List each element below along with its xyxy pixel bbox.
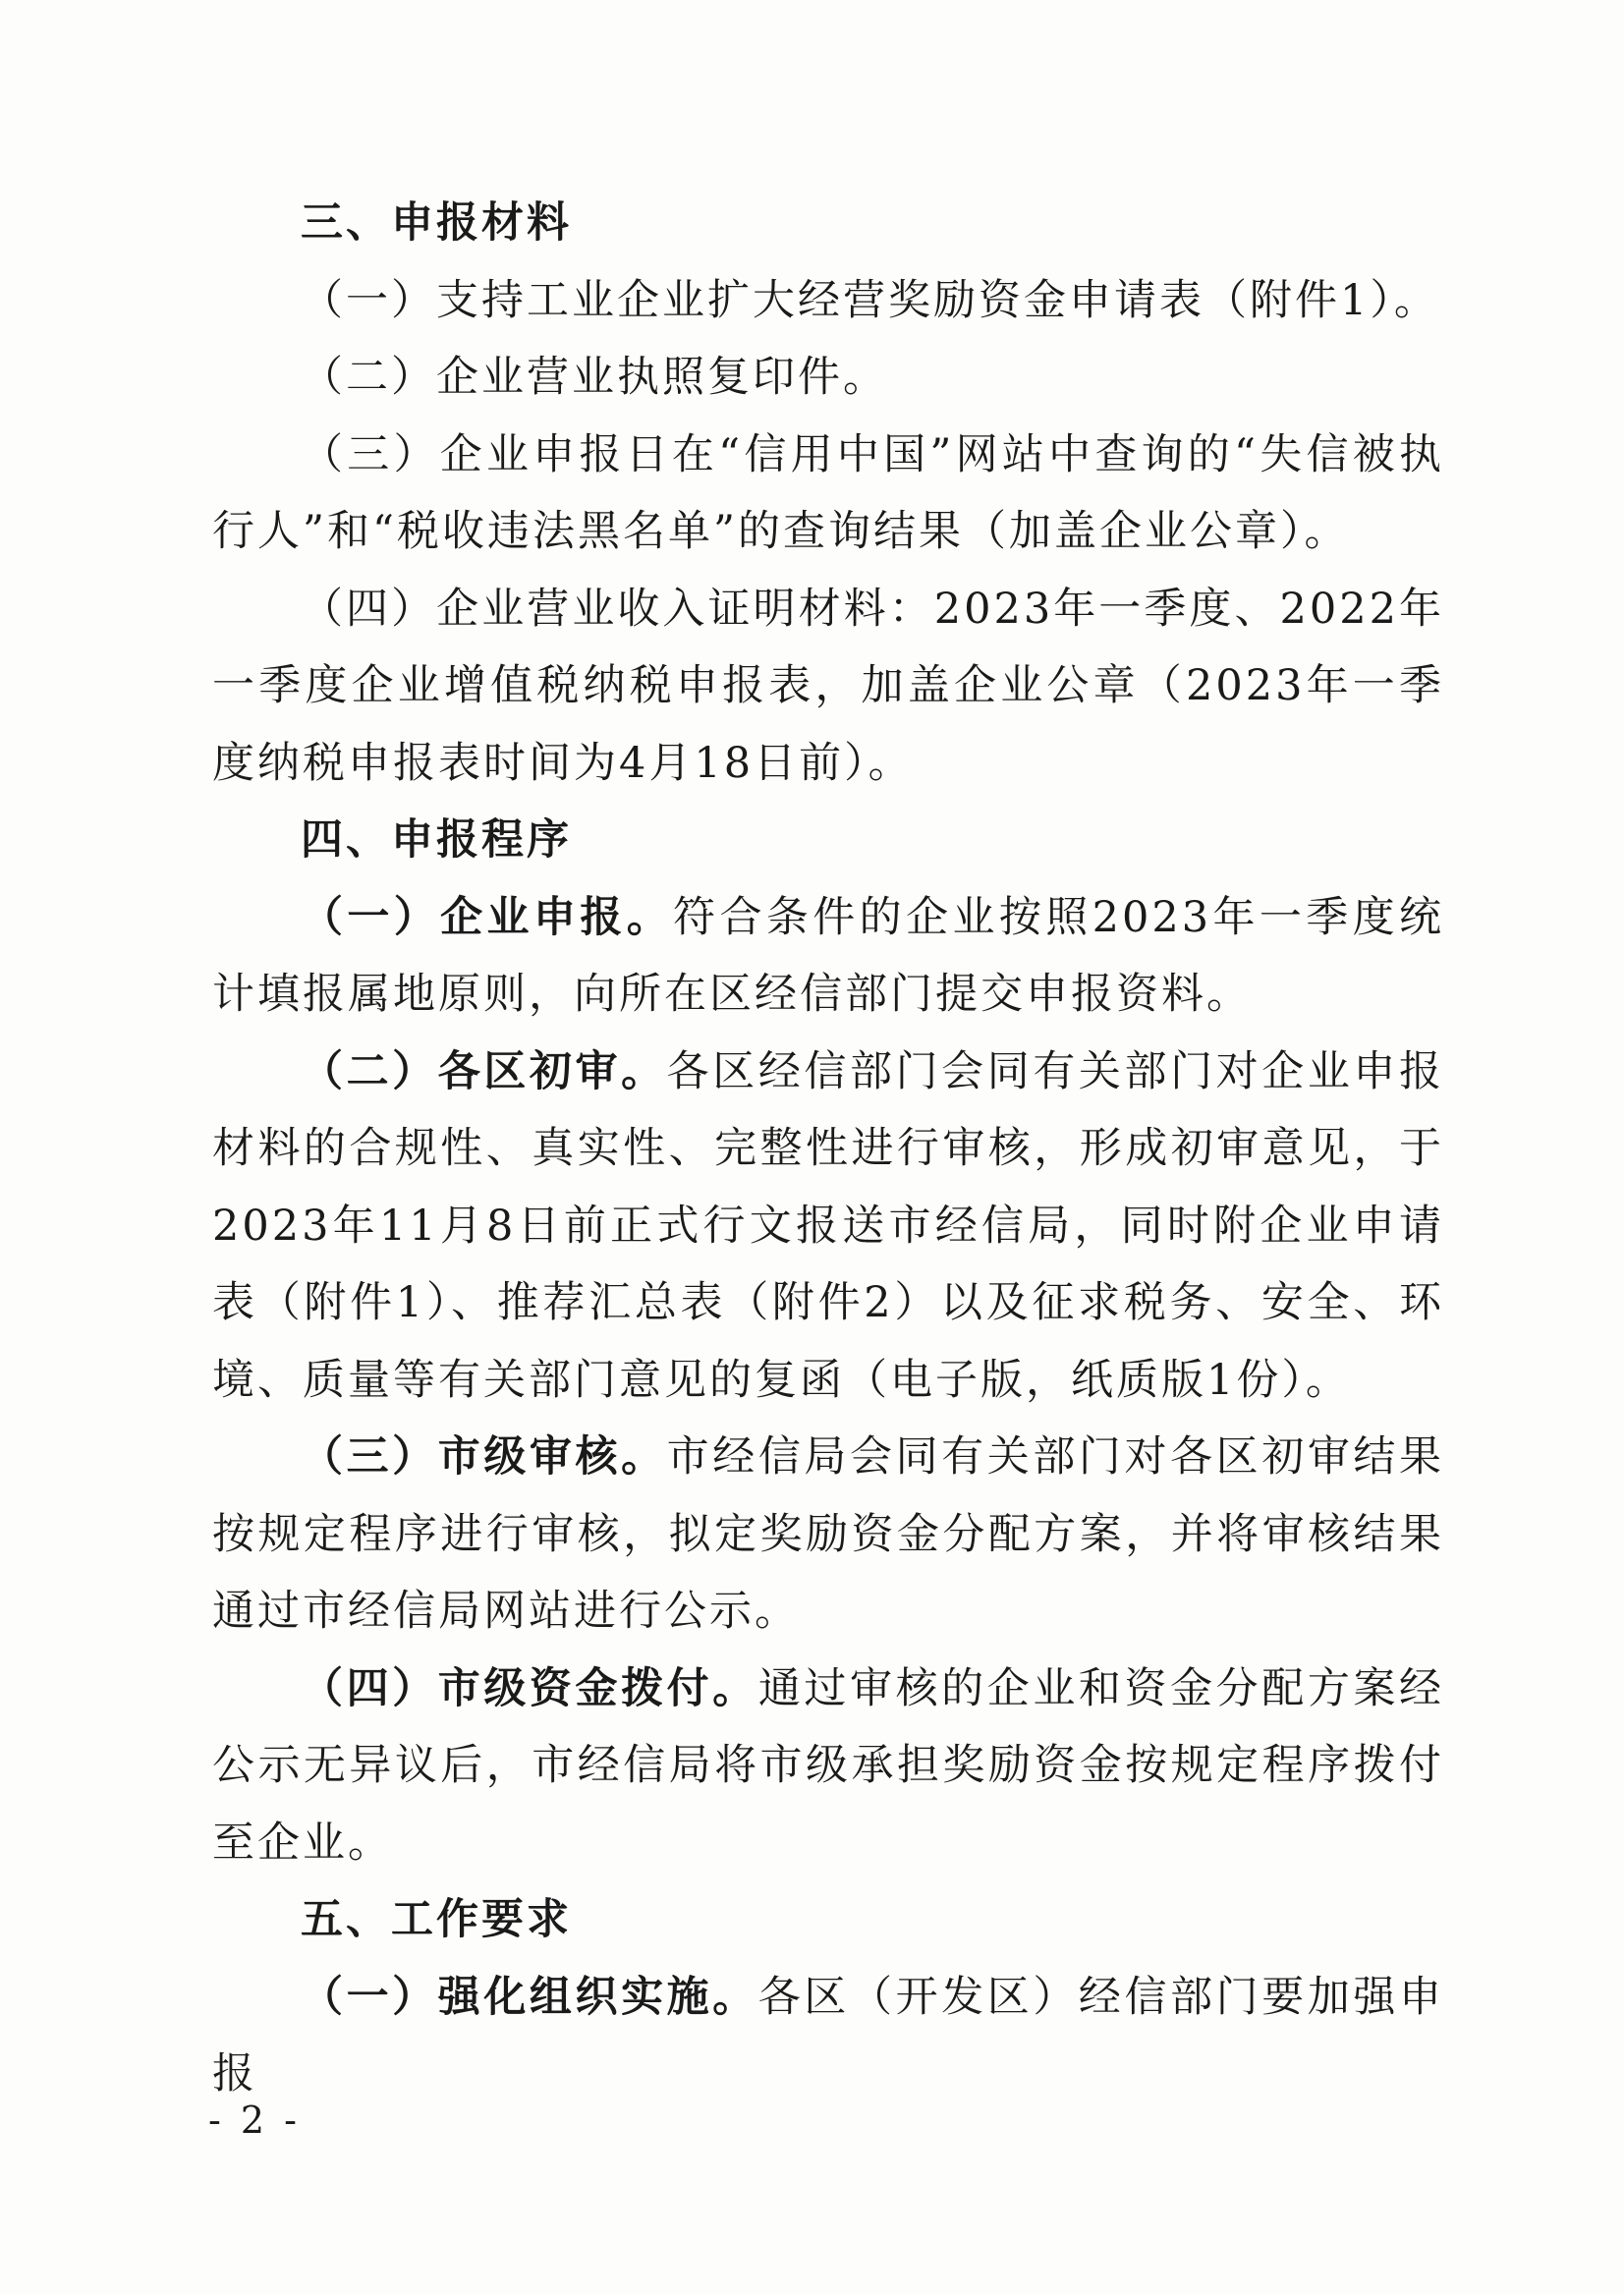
materials-item-2: （二）企业营业执照复印件。 — [301, 353, 888, 402]
procedure-item-1-lead: （一）企业申报。 — [301, 892, 674, 942]
procedure-item-3-lead: （三）市级审核。 — [301, 1432, 667, 1482]
materials-item-3: （三）企业申报日在“信用中国”网站中查询的“失信被执行人”和“税收违法黑名单”的查询结果（加盖企业公章）。 — [212, 429, 1444, 556]
procedure-item-1-text: 符合条件的企业按照2023年一季度统计填报属地原则，向所在区经信部门提交申报资料。 — [212, 892, 1445, 1019]
document-body — [212, 185, 1444, 2113]
section-heading-procedure: 四、申报程序 — [301, 815, 572, 865]
section-heading-requirements: 五、工作要求 — [301, 1895, 572, 1944]
procedure-item-3 — [212, 1419, 1444, 1651]
procedure-item-1 — [212, 879, 1444, 1034]
section-heading-materials: 三、申报材料 — [301, 198, 572, 248]
page-number: - 2 - — [208, 2099, 302, 2142]
requirements-item-1-text: 各区（开发区）经信部门要加强申报 — [212, 1972, 1445, 2099]
procedure-item-3-text: 市经信局会同有关部门对各区初审结果按规定程序进行审核，拟定奖励资金分配方案，并将审核结果通过市经信局网站进行公示。 — [212, 1432, 1445, 1636]
procedure-item-4 — [212, 1651, 1444, 1882]
materials-item-1: （一）支持工业企业扩大经营奖励资金申请表（附件1）。 — [301, 275, 1439, 325]
materials-item-4: （四）企业营业收入证明材料：2023年一季度、2022年一季度企业增值税纳税申报表，加盖企业公章（2023年一季度纳税申报表时间为4月18日前）。 — [212, 584, 1444, 788]
procedure-item-2 — [212, 1034, 1444, 1420]
procedure-item-2-lead: （二）各区初审。 — [301, 1046, 667, 1096]
procedure-item-4-lead: （四）市级资金拨付。 — [301, 1663, 758, 1713]
procedure-item-2-text: 各区经信部门会同有关部门对企业申报材料的合规性、真实性、完整性进行审核，形成初审意见，于2023年11月8日前正式行文报送市经信局，同时附企业申请表（附件1）、推荐汇总表（附件2）以及征求税务、安全、环境、质量等有关部门意见的复函（电子版，纸质版1份）。 — [212, 1046, 1445, 1405]
procedure-item-4-text: 通过审核的企业和资金分配方案经公示无异议后，市经信局将市级承担奖励资金按规定程序拨付至企业。 — [212, 1663, 1445, 1868]
requirements-item-1-lead: （一）强化组织实施。 — [301, 1972, 758, 2022]
requirements-item-1 — [212, 1959, 1444, 2113]
